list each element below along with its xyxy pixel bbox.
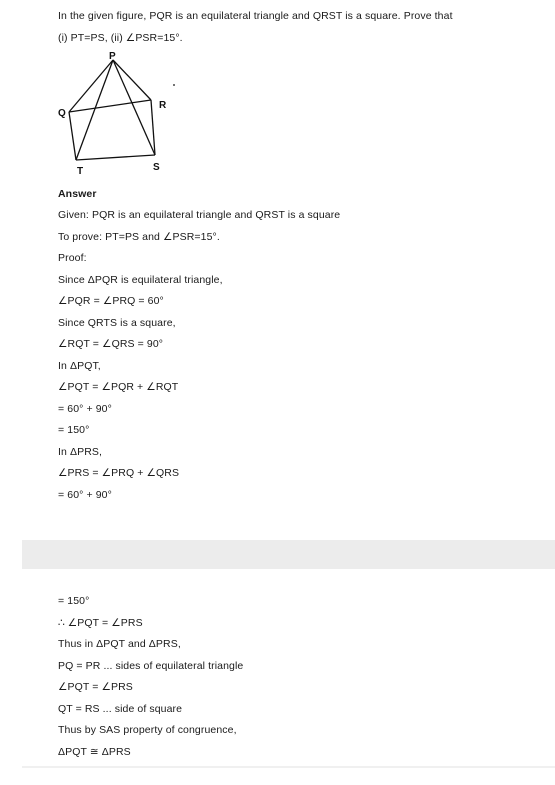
label-S: S <box>153 162 160 173</box>
solution-line: Thus by SAS property of congruence, <box>58 724 237 736</box>
solution-line: = 60° + 90° <box>58 488 112 501</box>
label-P: P <box>109 51 116 62</box>
solution-line: Given: PQR is an equilateral triangle and QRST is a square <box>58 209 341 221</box>
solution-line: Since QRTS is a square, <box>58 316 176 329</box>
solution-line: QT = RS ... side of square <box>58 702 183 715</box>
segment-QR <box>69 100 151 112</box>
answer-heading: Answer <box>58 188 97 200</box>
solution-line: To prove: PT=PS and ∠PSR=15°. <box>58 230 220 243</box>
solution-line: ∴ ∠PQT = ∠PRS <box>58 616 143 629</box>
geometry-figure <box>56 50 186 180</box>
segment-PR <box>113 60 151 100</box>
solution-line: = 150° <box>58 595 90 607</box>
solution-line: ∠PQR = ∠PRQ = 60° <box>58 295 164 307</box>
solution-line: PQ = PR ... sides of equilateral triangle <box>58 659 244 672</box>
solution-line: Since ΔPQR is equilateral triangle, <box>58 273 223 286</box>
stray-dot <box>173 84 175 86</box>
solution-line: ΔPQT ≅ ΔPRS <box>58 745 131 758</box>
solution-line: = 60° + 90° <box>58 402 112 415</box>
segment-TS <box>76 155 155 160</box>
solution-line: Proof: <box>58 252 87 264</box>
solution-line: ∠PRS = ∠PRQ + ∠QRS <box>58 467 180 479</box>
card-separator <box>22 540 555 569</box>
label-T: T <box>77 166 84 177</box>
solution-line: ∠PQT = ∠PRS <box>58 681 133 693</box>
question-line-1: In the given figure, PQR is an equilateral triangle and QRST is a square. Prove that <box>58 10 453 22</box>
solution-line: In ΔPRS, <box>58 445 102 458</box>
solution-line: Thus in ΔPQT and ΔPRS, <box>58 638 181 650</box>
solution-line: ∠PQT = ∠PQR + ∠RQT <box>58 381 179 393</box>
label-R: R <box>159 100 167 111</box>
solution-line: = 150° <box>58 424 90 436</box>
label-Q: Q <box>58 108 66 119</box>
solution-line: In ΔPQT, <box>58 359 101 372</box>
question-line-2: (i) PT=PS, (ii) ∠PSR=15°. <box>58 32 183 44</box>
segment-PQ <box>69 60 113 112</box>
segment-PS <box>113 60 155 155</box>
solution-line: ∠RQT = ∠QRS = 90° <box>58 338 164 350</box>
segment-QT <box>69 112 76 160</box>
